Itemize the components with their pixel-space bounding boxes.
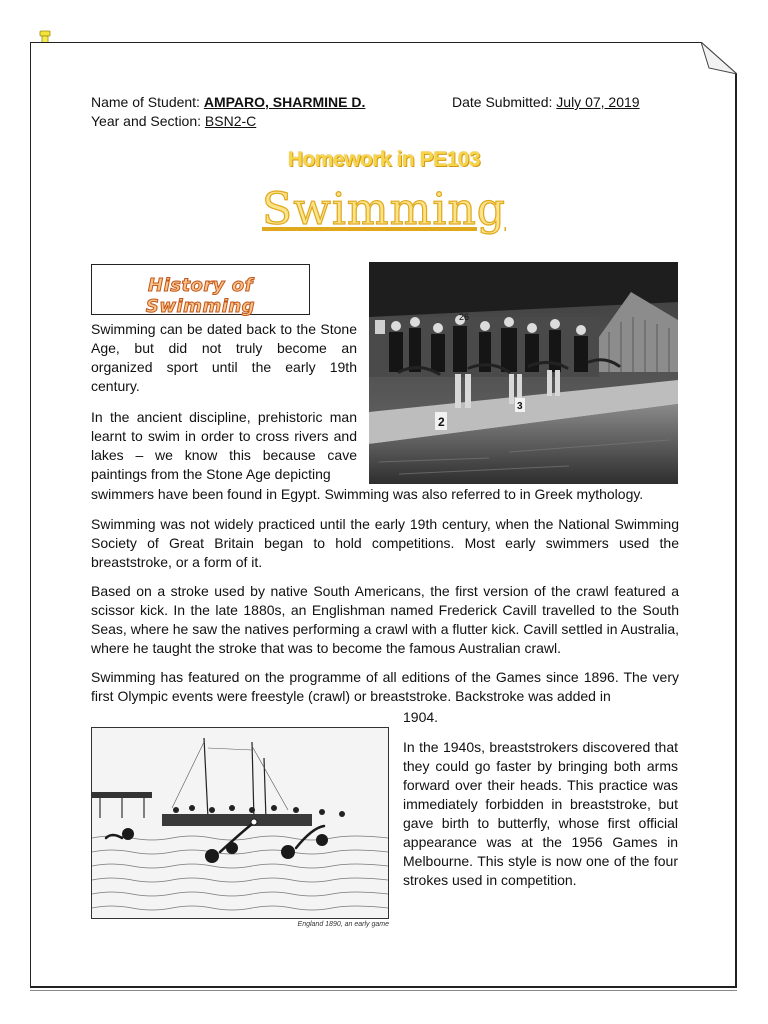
paragraph-olympics: Swimming has featured on the programme of all editions of the Games since 1896. The very first Olympic events were freestyle (crawl) or breaststroke. Backstroke was added in — [91, 669, 679, 704]
student-label: Name of Student: — [91, 94, 200, 110]
date-value: July 07, 2019 — [556, 94, 640, 110]
main-title: Swimming — [262, 184, 506, 235]
date-line — [452, 93, 640, 112]
photo-lane-26: 26 — [459, 312, 470, 322]
page-bottom-edge — [30, 990, 737, 991]
section-heading: History of Swimming — [145, 275, 256, 317]
section-heading-box — [91, 264, 310, 315]
paragraph-crawl: Based on a stroke used by native South Americans, the first version of the crawl featured a scissor kick. In the late 1880s, an Englishman named Frederick Cavill travelled to the South Seas, where he saw the natives performing a crawl with a flutter kick. Cavill settled in Australia, where he taught the stroke that was to become the famous Australian crawl. — [91, 583, 679, 656]
section-line — [91, 112, 256, 131]
section-label: Year and Section: — [91, 113, 202, 129]
paragraph-olympics-end: 1904. — [403, 709, 439, 725]
page-fold-icon — [701, 42, 737, 74]
paragraph-ancient: In the ancient discipline, prehistoric man learnt to swim in order to cross rivers and lakes – we know this because cave paintings from the Stone Age depicting — [91, 409, 357, 482]
engraving-caption: England 1890, an early game — [297, 921, 389, 928]
photo-lane-3: 3 — [517, 401, 523, 412]
student-name: AMPARO, SHARMINE D. — [203, 94, 366, 110]
swimming-race-photo — [369, 262, 678, 484]
student-name-line — [91, 93, 365, 112]
date-label: Date Submitted: — [452, 94, 553, 110]
paragraph-stone-age: Swimming can be dated back to the Stone Age, but did not truly become an organized sport until the early 19th century. — [91, 321, 357, 394]
paragraph-19th-century: Swimming was not widely practiced until the early 19th century, when the National Swimming Society of Great Britain began to hold competitions. Most early swimmers used the breaststroke, or a form of it. — [91, 516, 679, 570]
paragraph-butterfly: In the 1940s, breaststrokers discovered that they could go faster by bringing both arms forward over their heads. This practice was immediately forbidden in breaststroke, but gave birth to butterfly, whose first official appearance was at the 1956 Games in Melbourne. This style is now one of the four strokes used in competition. — [403, 739, 678, 888]
paragraph-egypt: swimmers have been found in Egypt. Swimming was also referred to in Greek mythology. — [91, 486, 644, 502]
section-value: BSN2-C — [204, 113, 257, 129]
photo-lane-2: 2 — [438, 415, 445, 429]
homework-title: Homework in PE103 — [287, 148, 481, 171]
water-polo-engraving — [91, 727, 389, 919]
